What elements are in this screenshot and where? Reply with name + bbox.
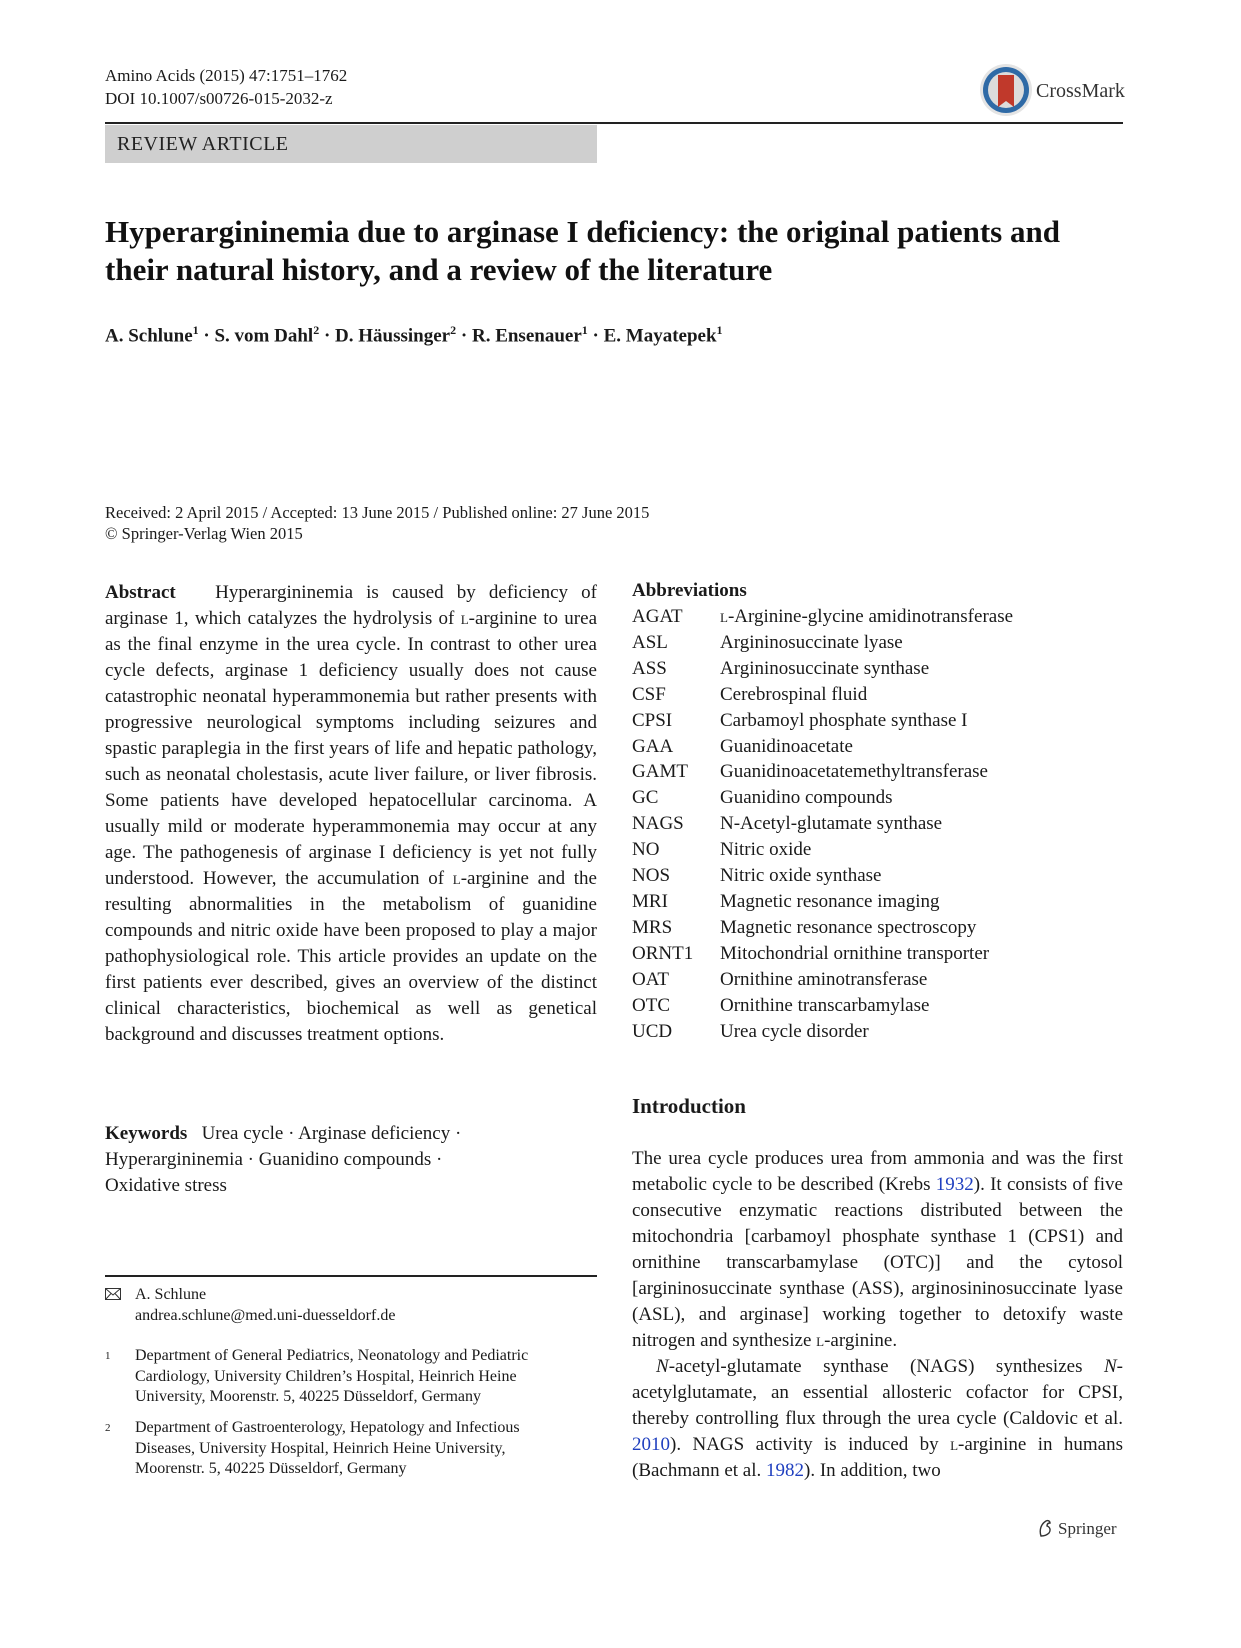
abbreviation-row <box>632 734 1013 760</box>
abbreviation-row <box>632 811 1013 837</box>
author-affiliation-mark: 1 <box>716 323 723 337</box>
crossmark-badge[interactable] <box>978 62 1123 118</box>
citation-link[interactable]: 1982 <box>766 1460 805 1481</box>
publisher-logo <box>1035 1518 1117 1539</box>
abstract-text: -arginine and the resulting abnormalities in the metabolism of guanidine compounds and nitric oxide have been proposed to play a major pathophysiological role. This article provides an update on the first patients ever described, gives an overview of the distinct clinical characteristics, biochemical as well as genetical background and discusses treatment options. <box>105 868 597 1045</box>
paragraph-text: -acetyl-glutamate synthase (NAGS) synthesizes <box>668 1356 1104 1377</box>
keywords-line: Hyperargininemia · Guanidino compounds · <box>105 1149 443 1170</box>
abbreviation-row <box>632 708 1013 734</box>
abbreviation-term: N-Acetyl-glutamate synthase <box>720 813 943 835</box>
abbreviation-code: OAT <box>632 968 669 990</box>
abbreviation-term: Guanidinoacetate <box>720 735 853 757</box>
abbreviation-term: Magnetic resonance imaging <box>720 890 940 912</box>
abbreviation-row <box>632 915 1013 941</box>
abbreviation-row <box>632 656 1013 682</box>
abbreviation-term: Mitochondrial ornithine transporter <box>720 942 990 964</box>
author-name[interactable]: R. Ensenauer <box>471 325 582 347</box>
abbreviation-code: ASS <box>632 657 667 679</box>
abbreviation-term: Carbamoyl phosphate synthase I <box>720 709 968 731</box>
copyright: © Springer-Verlag Wien 2015 <box>105 524 303 543</box>
envelope-icon <box>105 1288 121 1300</box>
affiliation-number: 2 <box>105 1422 111 1434</box>
introduction-heading: Introduction <box>632 1094 746 1118</box>
springer-horse-icon <box>1035 1518 1055 1538</box>
small-caps-l: l <box>720 606 728 627</box>
paragraph-text: The urea cycle produces urea from ammonia and was the first metabolic cycle to be described (Krebs <box>632 1148 1123 1195</box>
abbreviation-code: NO <box>632 839 660 861</box>
abbreviations-heading: Abbreviations <box>632 580 747 601</box>
paragraph-text: ). NAGS activity is induced by <box>670 1434 951 1455</box>
affiliation-line: University, Moorenstr. 5, 40225 Düsseldorf, Germany <box>135 1388 482 1405</box>
author-name[interactable]: S. vom Dahl <box>214 325 314 347</box>
small-caps-l: l <box>950 1434 959 1455</box>
abbreviation-term: Argininosuccinate lyase <box>720 631 903 653</box>
abbreviation-row <box>632 889 1013 915</box>
paragraph-text: ). In addition, two <box>804 1460 941 1481</box>
keywords <box>105 1121 597 1199</box>
publication-dates <box>105 502 649 544</box>
keywords-label: Keywords <box>105 1123 188 1144</box>
crossmark-icon <box>978 62 1034 118</box>
abbreviation-code: ORNT1 <box>632 942 694 964</box>
abbreviation-term: Argininosuccinate synthase <box>720 657 930 679</box>
abbreviation-code: ASL <box>632 631 668 653</box>
abbreviation-term-text: -Arginine-glycine amidinotransferase <box>727 606 1014 627</box>
author-name[interactable]: D. Häussinger <box>335 325 451 347</box>
article-type: REVIEW ARTICLE <box>117 133 289 155</box>
affiliation-line: Moorenstr. 5, 40225 Düsseldorf, Germany <box>135 1460 407 1477</box>
abbreviation-term: Guanidino compounds <box>720 787 893 809</box>
footnote-rule <box>105 1275 597 1277</box>
citation-link[interactable]: 1932 <box>935 1174 974 1195</box>
affiliation-number: 1 <box>105 1350 111 1362</box>
small-caps-l: l <box>452 868 461 889</box>
affiliation-line: Diseases, University Hospital, Heinrich Heine University, <box>135 1439 506 1457</box>
abbreviation-row <box>632 630 1013 656</box>
abbreviation-row <box>632 967 1013 993</box>
abbreviation-code: NAGS <box>632 813 684 835</box>
abstract-text: -arginine to urea as the final enzyme in the urea cycle. In contrast to other urea cycle defects, arginase 1 deficiency usually does not cause catastrophic neonatal hyperammonemia but rather presents with progressive neurological symptoms including seizures and spastic paraplegia in the first years of life and hepatic pathology, such as neonatal cholestasis, acute liver failure, or liver fibrosis. Some patients have developed hepatocellular carcinoma. A usually mild or moderate hyperammonemia may occur at any age. The pathogenesis of arginase I deficiency is yet not fully understood. However, the accumulation of <box>105 608 597 889</box>
keywords-line: Urea cycle · Arginase deficiency · <box>201 1123 462 1144</box>
journal-citation: Amino Acids (2015) 47:1751–1762 <box>105 66 348 85</box>
abbreviation-term: Urea cycle disorder <box>720 1020 869 1042</box>
affiliation-line: Department of Gastroenterology, Hepatology and Infectious <box>135 1419 520 1436</box>
author-name[interactable]: E. Mayatepek <box>603 325 717 347</box>
abbreviation-term: Nitric oxide <box>720 839 812 861</box>
affiliation-line: Cardiology, University Children’s Hospital, Heinrich Heine <box>135 1367 517 1385</box>
abbreviation-term <box>720 604 1013 630</box>
abbreviation-code: UCD <box>632 1020 673 1042</box>
abbreviation-row <box>632 682 1013 708</box>
crossmark-label: CrossMark <box>1036 80 1125 102</box>
abbreviation-term: Cerebrospinal fluid <box>720 683 868 705</box>
author-affiliation-mark: 2 <box>313 323 320 337</box>
abbreviation-row <box>632 837 1013 863</box>
abbreviation-row <box>632 759 1013 785</box>
abbreviation-code: CPSI <box>632 709 673 731</box>
abbreviation-code: AGAT <box>632 606 683 627</box>
corresponding-email[interactable]: andrea.schlune@med.uni-duesseldorf.de <box>135 1307 396 1324</box>
abbreviation-term: Ornithine aminotransferase <box>720 968 928 990</box>
abbreviation-code: CSF <box>632 683 666 705</box>
abstract-text: Hyperargininemia is caused by deficiency of arginase 1, which catalyzes the hydrolysis of <box>105 582 597 629</box>
citation-link[interactable]: 2010 <box>632 1434 670 1455</box>
doi[interactable]: DOI 10.1007/s00726-015-2032-z <box>105 89 333 108</box>
affiliation-line: Department of General Pediatrics, Neonatology and Pediatric <box>135 1347 529 1364</box>
abbreviations-table <box>632 604 1013 1044</box>
author-list: A. Schlune$^1$ · S. vom Dahl$^2$ · D. Häussinger$^2$ · R. Ensenauer$^1$ · E. Mayatepek$^1$ <box>105 323 723 347</box>
small-caps-l: l <box>816 1330 825 1351</box>
abbreviation-code: GAMT <box>632 761 688 783</box>
article-title: Hyperargininemia due to arginase I deficiency: the original patients and their natural history, and a review of the literature <box>105 214 1060 287</box>
paragraph-text: -arginine. <box>824 1330 898 1351</box>
introduction-body <box>632 1146 1123 1484</box>
article-type-banner <box>105 125 597 163</box>
abbreviation-term: Magnetic resonance spectroscopy <box>720 916 977 938</box>
author-affiliation-mark: 1 <box>581 323 588 337</box>
paragraph-text: -arginine in humans (Bachmann et al. <box>632 1434 1123 1481</box>
paragraph-text: ). It consists of five consecutive enzymatic reactions distributed between the mitochondria [carbamoyl phosphate synthase 1 (CPS1) and ornithine transcarbamylase (OTC)] and the cytosol [argininosuccinate synthase (ASS), arginosininosuccinate lyase (ASL), and arginase] working together to detoxify waste nitrogen and synthesize <box>632 1174 1123 1351</box>
paragraph <box>632 1146 1123 1354</box>
abbreviation-row <box>632 1019 1013 1045</box>
paragraph <box>632 1354 1123 1484</box>
abbreviation-code: GAA <box>632 735 674 757</box>
author-affiliation-mark: 2 <box>450 323 457 337</box>
abbreviation-row <box>632 941 1013 967</box>
abbreviation-term: Guanidinoacetatemethyltransferase <box>720 761 988 783</box>
abbreviation-code: MRI <box>632 890 668 912</box>
abstract-label: Abstract <box>105 582 176 603</box>
publisher-name: Springer <box>1058 1519 1117 1538</box>
italic-n: N <box>1103 1356 1117 1377</box>
corresponding-author: A. Schlune <box>135 1286 207 1303</box>
small-caps-l: l <box>460 608 469 629</box>
abbreviation-term: Ornithine transcarbamylase <box>720 994 930 1016</box>
abbreviation-code: OTC <box>632 994 670 1016</box>
abbreviation-row <box>632 863 1013 889</box>
author-affiliation-mark: 1 <box>192 323 199 337</box>
correspondence-block <box>105 1284 597 1477</box>
paragraph-text: -acetylglutamate, an essential allosteric cofactor for CPSI, thereby controlling flux through the urea cycle (Caldovic et al. <box>632 1356 1123 1429</box>
abbreviation-code: NOS <box>632 865 671 887</box>
abbreviation-term: Nitric oxide synthase <box>720 865 882 887</box>
abbreviation-code: MRS <box>632 916 673 938</box>
abbreviation-code: GC <box>632 787 659 809</box>
history-dates: Received: 2 April 2015 / Accepted: 13 June 2015 / Published online: 27 June 2015 <box>105 503 650 522</box>
abbreviation-row <box>632 785 1013 811</box>
author-name[interactable]: A. Schlune <box>105 325 193 347</box>
abbreviation-row <box>632 604 1013 630</box>
header-rule <box>105 122 1123 124</box>
italic-n: N <box>656 1356 669 1377</box>
abbreviation-row <box>632 993 1013 1019</box>
abstract <box>105 580 597 1048</box>
keywords-line: Oxidative stress <box>105 1175 227 1196</box>
